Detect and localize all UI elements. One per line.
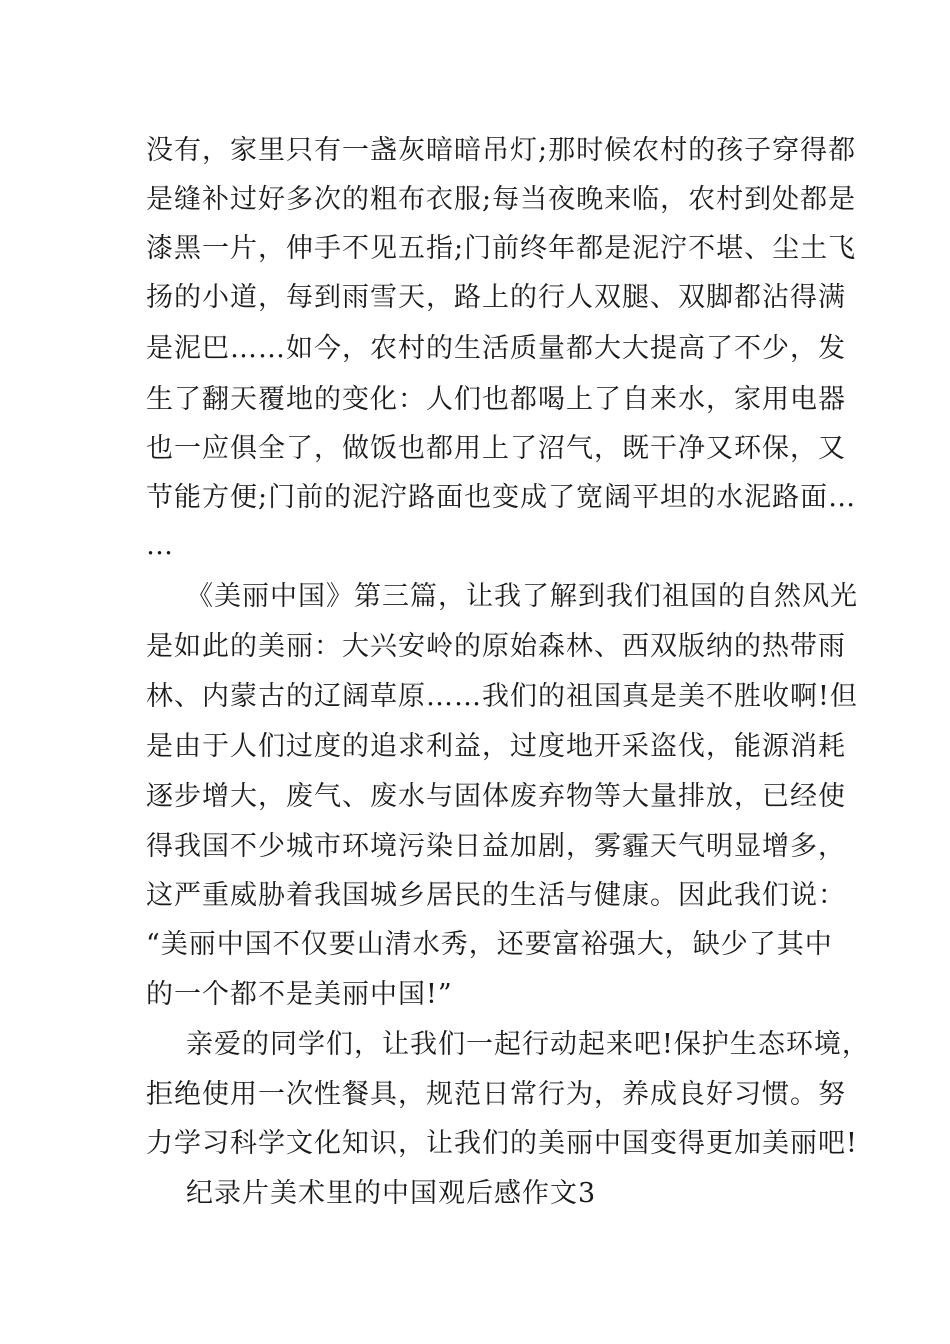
text-line: 力学习科学文化知识，让我们的美丽中国变得更加美丽吧! bbox=[146, 1128, 858, 1159]
text-line: 是泥巴……如今，农村的生活质量都大大提高了不少，发 bbox=[146, 333, 846, 364]
section-heading: 纪录片美术里的中国观后感作文3 bbox=[186, 1178, 597, 1209]
text-line: 的一个都不是美丽中国!” bbox=[146, 979, 453, 1010]
text-line: 是如此的美丽：大兴安岭的原始森林、西双版纳的热带雨 bbox=[146, 631, 846, 662]
text-line: 节能方便;门前的泥泞路面也变成了宽阔平坦的水泥路面… bbox=[146, 482, 857, 513]
text-line: 也一应俱全了，做饭也都用上了沼气，既干净又环保，又 bbox=[146, 433, 846, 464]
text-line: 漆黑一片，伸手不见五指;门前终年都是泥泞不堪、尘土飞 bbox=[146, 233, 857, 264]
text-line: 林、内蒙古的辽阔草原……我们的祖国真是美不胜收啊!但 bbox=[146, 681, 858, 712]
text-line: 这严重威胁着我国城乡居民的生活与健康。因此我们说： bbox=[146, 880, 846, 911]
text-line: 拒绝使用一次性餐具，规范日常行为，养成良好习惯。努 bbox=[146, 1079, 846, 1110]
text-line: 扬的小道，每到雨雪天，路上的行人双腿、双脚都沾得满 bbox=[146, 282, 846, 313]
text-line: “美丽中国不仅要山清水秀，还要富裕强大，缺少了其中 bbox=[146, 929, 833, 960]
text-line: 是由于人们过度的追求利益，过度地开采盗伐，能源消耗 bbox=[146, 731, 846, 762]
text-line: 生了翻天覆地的变化：人们也都喝上了自来水，家用电器 bbox=[146, 384, 846, 415]
paragraph-start-line: 亲爱的同学们，让我们一起行动起来吧!保护生态环境， bbox=[186, 1029, 870, 1060]
text-line: 没有，家里只有一盏灰暗暗吊灯;那时候农村的孩子穿得都 bbox=[146, 135, 857, 166]
text-line: 逐步增大，废气、废水与固体废弃物等大量排放，已经使 bbox=[146, 781, 846, 812]
paragraph-start-line: 《美丽中国》第三篇，让我了解到我们祖国的自然风光 bbox=[186, 581, 858, 612]
text-line: 得我国不少城市环境污染日益加剧，雾霾天气明显增多， bbox=[146, 831, 846, 862]
text-line: … bbox=[146, 530, 174, 561]
text-line: 是缝补过好多次的粗布衣服;每当夜晚来临，农村到处都是 bbox=[146, 184, 857, 215]
